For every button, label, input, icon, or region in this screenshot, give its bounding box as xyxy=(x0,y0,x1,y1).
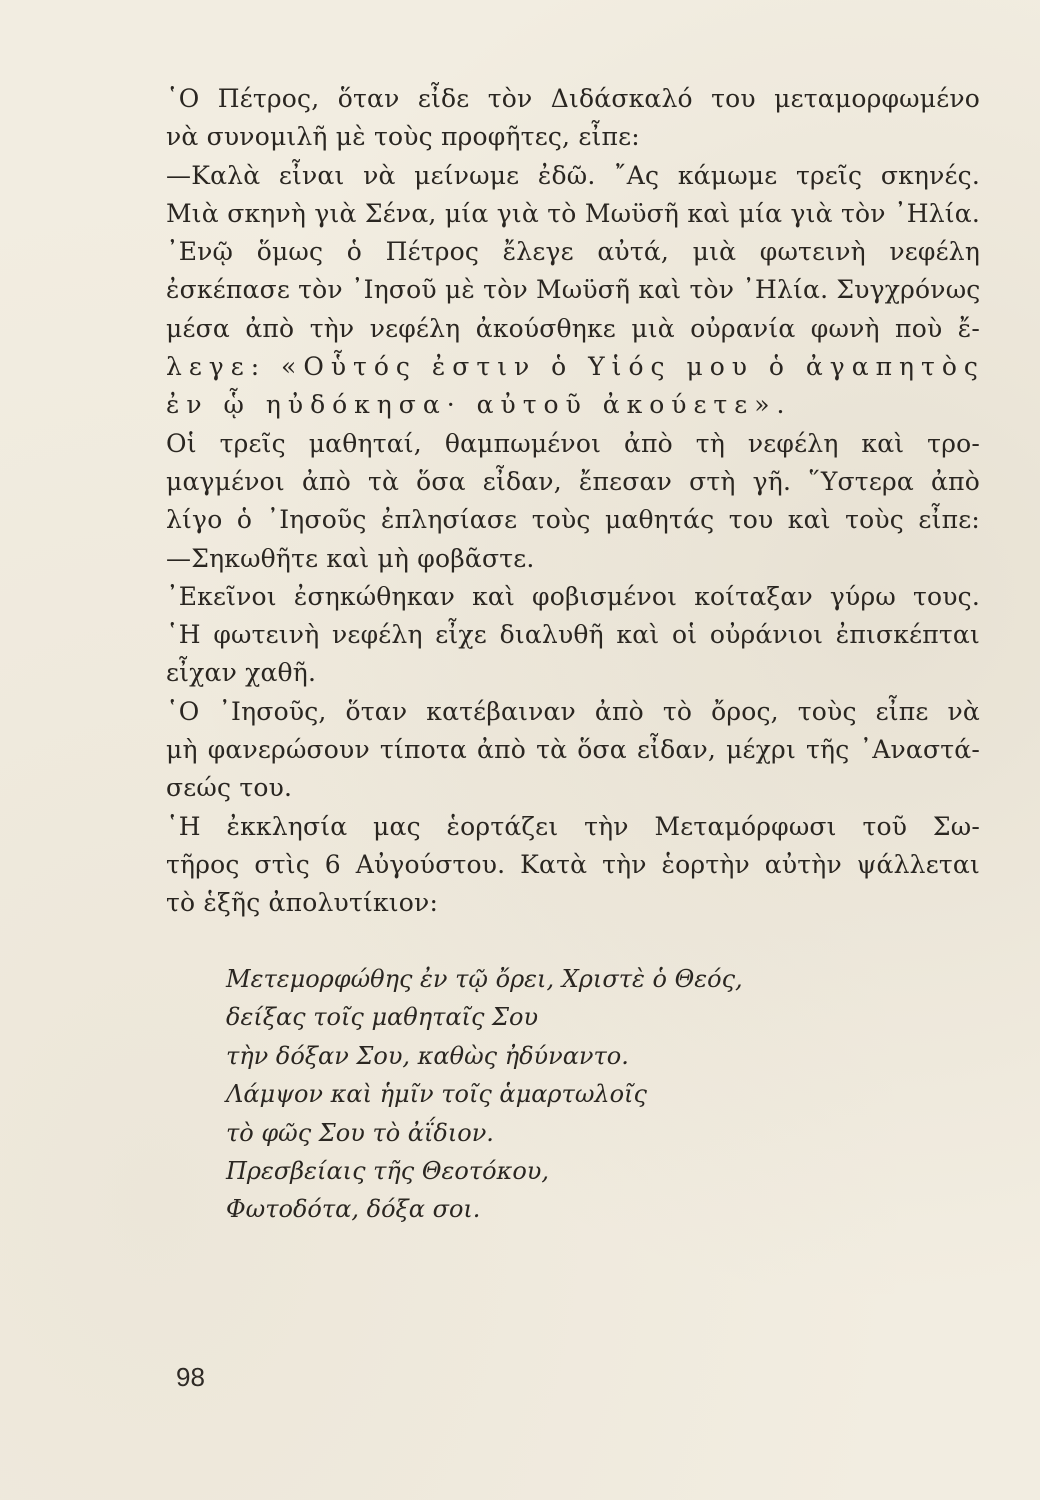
hymn-line: Φωτοδότα, δόξα σοι. xyxy=(226,1195,481,1224)
text-line: —Σηκωθῆτε καὶ μὴ φοβᾶστε. xyxy=(166,543,535,573)
text-line: μαγμένοι ἀπὸ τὰ ὅσα εἶδαν, ἔπεσαν στὴ γῆ. ῞Υστερα ἀπὸ xyxy=(166,466,980,496)
text-line: Οἱ τρεῖς μαθηταί, θαμπωμένοι ἀπὸ τὴ νεφέλη καὶ τρο- xyxy=(166,428,980,458)
text-line: νὰ συνομιλῆ μὲ τοὺς προφῆτες, εἶπε: xyxy=(166,122,640,152)
text-line: ᾿Ενῷ ὅμως ὁ Πέτρος ἔλεγε αὐτά, μιὰ φωτεινὴ νεφέλη xyxy=(166,237,980,267)
text-line: ἐσκέπασε τὸν ᾿Ιησοῦ μὲ τὸν Μωϋσῆ καὶ τὸν ᾿Ηλία. Συγχρόνως xyxy=(166,275,981,305)
text-line: —Καλὰ εἶναι νὰ μείνωμε ἐδῶ. ῎Ας κάμωμε τρεῖς σκηνές. xyxy=(166,160,980,190)
page-number: 98 xyxy=(176,1362,205,1392)
text-line: ῾Ο ᾿Ιησοῦς, ὅταν κατέβαιναν ἀπὸ τὸ ὄρος, τοὺς εἶπε νὰ xyxy=(166,696,980,726)
text-line: λεγε: «Οὗτός ἐστιν ὁ Υἱός μου ὁ ἀγαπητὸς xyxy=(166,352,985,382)
apolytikion-hymn xyxy=(226,960,926,1229)
hymn-line: Μετεμορφώθης ἐν τῷ ὄρει, Χριστὲ ὁ Θεός, xyxy=(226,965,743,993)
text-line: ῾Η φωτεινὴ νεφέλη εἶχε διαλυθῆ καὶ οἱ οὐράνιοι ἐπισκέπται xyxy=(166,620,980,650)
hymn-line: Πρεσβείαις τῆς Θεοτόκου, xyxy=(226,1156,550,1185)
text-line: Μιὰ σκηνὴ γιὰ Σένα, μία γιὰ τὸ Μωϋσῆ καὶ μία γιὰ τὸν ᾿Ηλία. xyxy=(166,198,980,228)
hymn-line: δείξας τοῖς μαθηταῖς Σου xyxy=(226,1003,539,1032)
text-line: μέσα ἀπὸ τὴν νεφέλη ἀκούσθηκε μιὰ οὐρανία φωνὴ ποὺ ἔ- xyxy=(166,313,980,343)
text-line: μὴ φανερώσουν τίποτα ἀπὸ τὰ ὅσα εἶδαν, μέχρι τῆς ᾿Αναστά- xyxy=(166,735,980,765)
hymn-line: τὸ φῶς Σου τὸ ἀΐδιον. xyxy=(226,1118,494,1147)
text-line: τῆρος στὶς 6 Αὐγούστου. Κατὰ τὴν ἑορτὴν αὐτὴν ψάλλεται xyxy=(166,849,980,879)
text-line: εἶχαν χαθῆ. xyxy=(166,658,317,688)
hymn-line: τὴν δόξαν Σου, καθὼς ἠδύναντο. xyxy=(226,1041,629,1070)
body-text xyxy=(166,80,985,923)
text-line: ῾Ο Πέτρος, ὅταν εἶδε τὸν Διδάσκαλό του μεταμορφωμένο xyxy=(166,84,980,113)
text-line: σεώς του. xyxy=(166,773,293,803)
text-line: τὸ ἑξῆς ἀπολυτίκιον: xyxy=(166,888,439,918)
text-line: λίγο ὁ ᾿Ιησοῦς ἐπλησίασε τοὺς μαθητάς του καὶ τοὺς εἶπε: xyxy=(166,505,980,535)
text-line: ῾Η ἐκκλησία μας ἑορτάζει τὴν Μεταμόρφωσι τοῦ Σω- xyxy=(166,811,980,841)
text-line: ᾿Εκεῖνοι ἐσηκώθηκαν καὶ φοβισμένοι κοίταξαν γύρω τους. xyxy=(166,581,980,611)
text-line: ἐν ᾧ ηὐδόκησα· αὐτοῦ ἀκούετε». xyxy=(166,390,792,420)
hymn-line: Λάμψον καὶ ἡμῖν τοῖς ἁμαρτωλοῖς xyxy=(226,1080,647,1109)
